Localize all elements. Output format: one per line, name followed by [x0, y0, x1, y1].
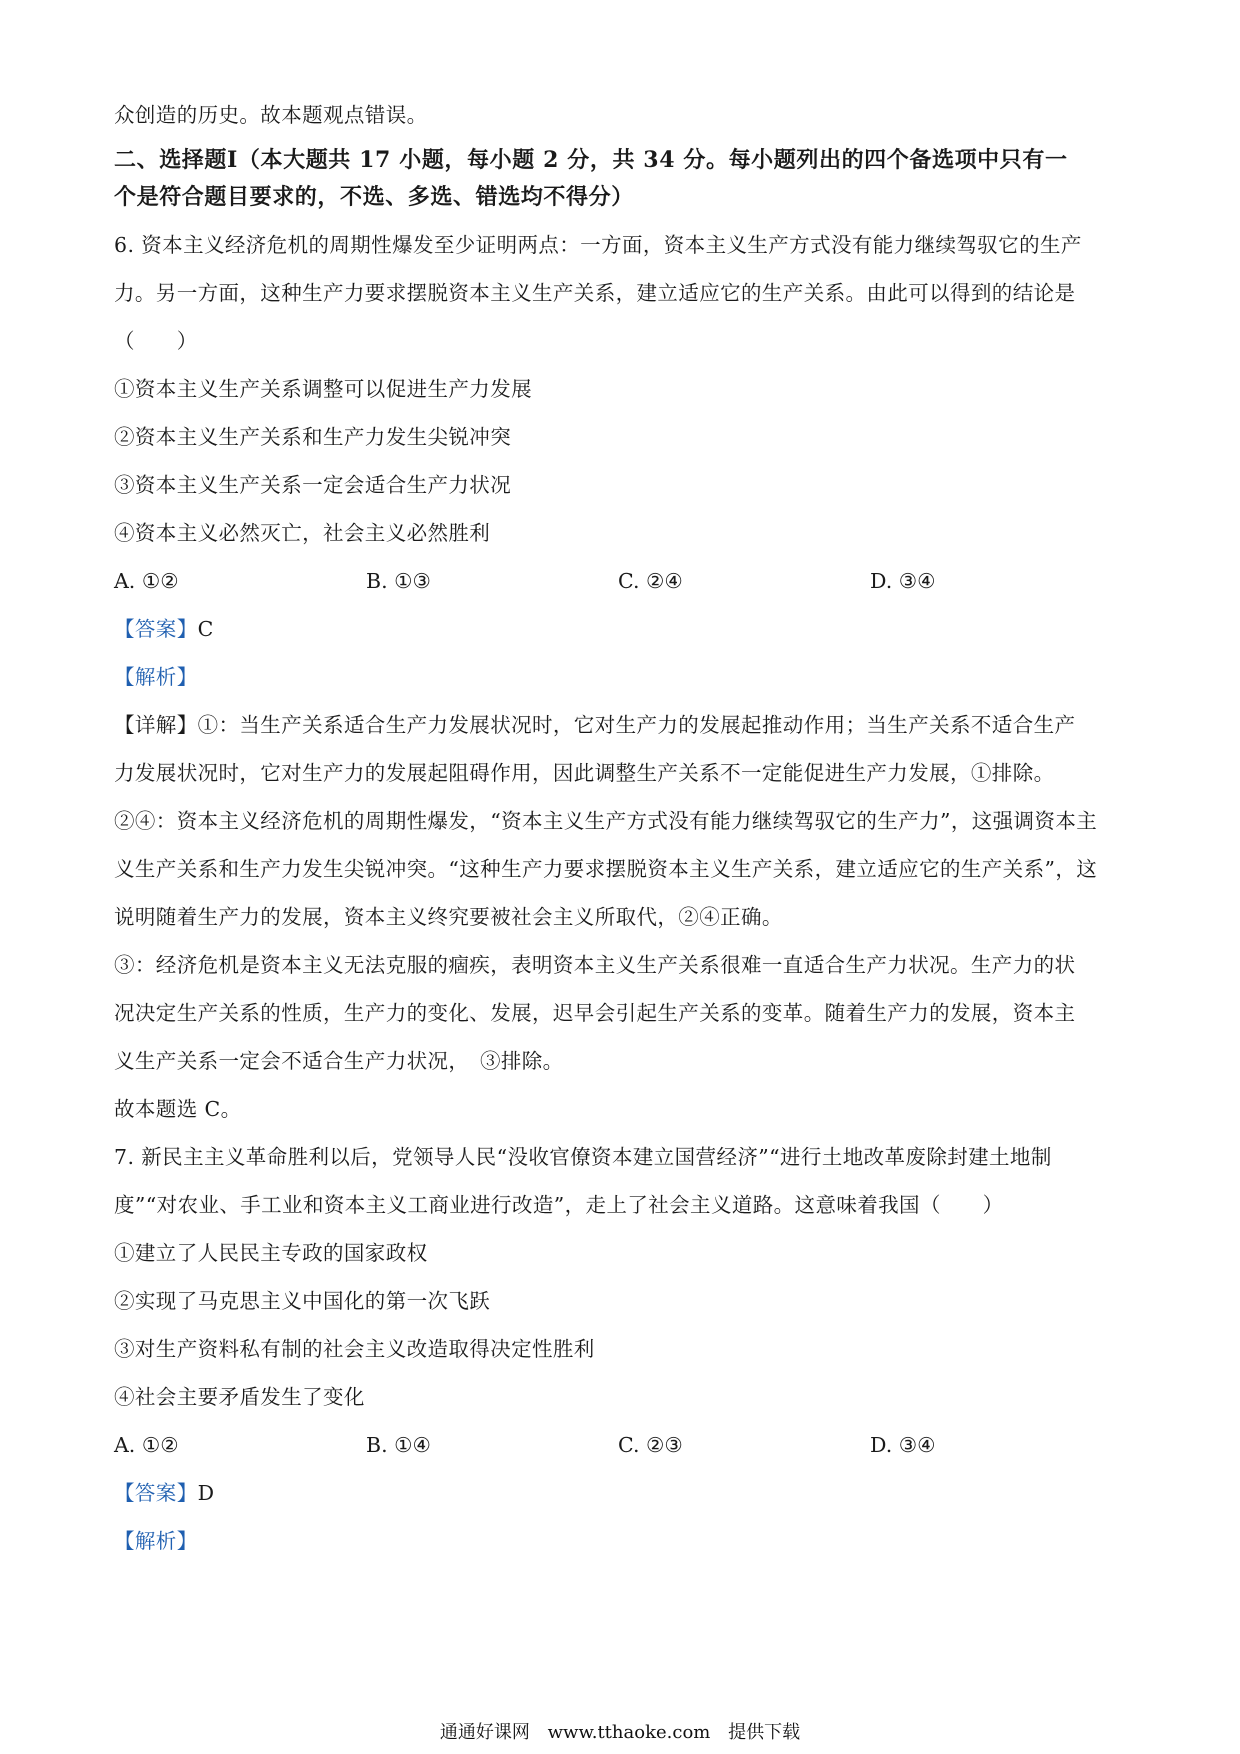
question-6-stem-cont: 力。另一方面，这种生产力要求摆脱资本主义生产关系，建立适应它的生产关系。由此可以得到的结论是: [114, 281, 1076, 305]
question-7-item-2: ②实现了马克思主义中国化的第一次飞跃: [114, 1289, 491, 1313]
analysis-line: 况决定生产关系的性质，生产力的变化、发展，迟早会引起生产关系的变革。随着生产力的发展，资本主: [114, 1001, 1076, 1025]
footer-note: 提供下载: [728, 1722, 801, 1743]
question-7-analysis-tag: 【解析】: [114, 1529, 198, 1553]
question-6-answer: [114, 614, 214, 644]
option-b: B. ①③: [366, 569, 431, 593]
question-6-item-2: ②资本主义生产关系和生产力发生尖锐冲突: [114, 425, 512, 449]
analysis-line: ②④：资本主义经济危机的周期性爆发，“资本主义生产方式没有能力继续驾驭它的生产力”，这强调资本主: [114, 809, 1098, 833]
question-7-item-3: ③对生产资料私有制的社会主义改造取得决定性胜利: [114, 1337, 595, 1361]
analysis-line: 【详解】①：当生产关系适合生产力发展状况时，它对生产力的发展起推动作用；当生产关系不适合生产: [114, 713, 1076, 737]
question-6-item-3: ③资本主义生产关系一定会适合生产力状况: [114, 473, 512, 497]
question-7-item-4: ④社会主要矛盾发生了变化: [114, 1385, 365, 1409]
question-6-item-4: ④资本主义必然灭亡，社会主义必然胜利: [114, 521, 491, 545]
question-7-stem: 7. 新民主主义革命胜利以后，党领导人民“没收官僚资本建立国营经济”“进行土地改革废除封建土地制: [114, 1145, 1052, 1169]
footer-site-name: 通通好课网: [439, 1722, 530, 1743]
question-6-item-1: ①资本主义生产关系调整可以促进生产力发展: [114, 377, 532, 401]
option-d: D. ③④: [870, 1433, 936, 1457]
analysis-line: 力发展状况时，它对生产力的发展起阻碍作用，因此调整生产关系不一定能促进生产力发展，①排除。: [114, 761, 1055, 785]
answer-value: D: [197, 1481, 215, 1505]
answer-value: C: [197, 617, 214, 641]
analysis-line: 义生产关系和生产力发生尖锐冲突。“这种生产力要求摆脱资本主义生产关系，建立适应它的生产关系”，这: [114, 857, 1098, 881]
answer-tag: 【答案】: [114, 617, 198, 641]
option-c: C. ②③: [618, 1433, 683, 1457]
analysis-line: ③：经济危机是资本主义无法克服的痼疾，表明资本主义生产关系很难一直适合生产力状况。生产力的状: [114, 953, 1076, 977]
page-footer: [0, 1720, 1240, 1746]
analysis-conclusion: 故本题选 C。: [114, 1097, 242, 1121]
footer-url[interactable]: www.tthaoke.com: [547, 1722, 711, 1743]
section-heading: 二、选择题Ⅰ（本大题共 17 小题，每小题 2 分，共 34 分。每小题列出的四个备选项中只有一: [114, 147, 1068, 173]
analysis-line: 说明随着生产力的发展，资本主义终究要被社会主义所取代，②④正确。: [114, 905, 783, 929]
question-6-analysis-tag: 【解析】: [114, 665, 198, 689]
option-a: A. ①②: [114, 569, 179, 593]
question-6-stem: 6. 资本主义经济危机的周期性爆发至少证明两点：一方面，资本主义生产方式没有能力继续驾驭它的生产: [114, 233, 1082, 257]
text-line: 众创造的历史。故本题观点错误。: [114, 103, 428, 127]
option-d: D. ③④: [870, 569, 936, 593]
option-a: A. ①②: [114, 1433, 179, 1457]
question-6-blank: （ ）: [114, 329, 198, 353]
question-7-answer: [114, 1478, 214, 1508]
answer-tag: 【答案】: [114, 1481, 198, 1505]
option-c: C. ②④: [618, 569, 683, 593]
analysis-line: 义生产关系一定会不适合生产力状况， ③排除。: [114, 1049, 564, 1073]
question-7-item-1: ①建立了人民民主专政的国家政权: [114, 1241, 428, 1265]
option-b: B. ①④: [366, 1433, 431, 1457]
question-7-stem-cont: 度”“对农业、手工业和资本主义工商业进行改造”，走上了社会主义道路。这意味着我国（ ）: [114, 1193, 1004, 1217]
section-heading-cont: 个是符合题目要求的，不选、多选、错选均不得分）: [114, 184, 634, 210]
